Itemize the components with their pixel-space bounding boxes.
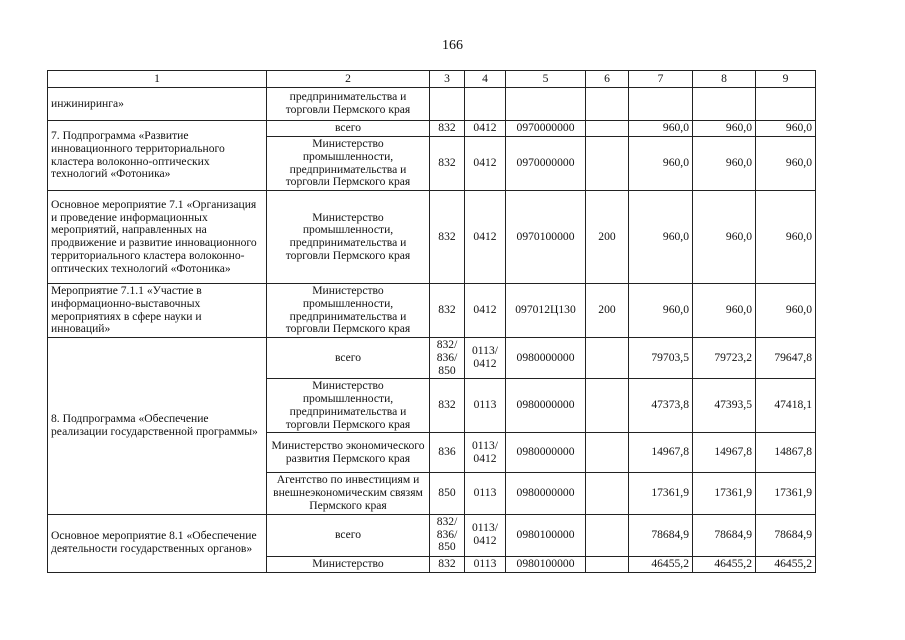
- amount-cell: 960,0: [693, 121, 756, 137]
- executor-cell: Министерство промышленности, предпринимательства и торговли Пермского края: [267, 137, 430, 191]
- grbs-code-cell: 832/ 836/ 850: [430, 338, 465, 379]
- amount-cell: 14867,8: [756, 433, 816, 473]
- header-cell: 1: [48, 71, 267, 88]
- program-name-cell: 7. Подпрограмма «Развитие инновационного территориального кластера волоконно-оптических технологий «Фотоника»: [48, 121, 267, 191]
- amount-cell: 960,0: [756, 191, 816, 284]
- amount-cell: 47373,8: [629, 379, 693, 433]
- table-row: [48, 338, 816, 379]
- table-row: [48, 284, 816, 338]
- header-cell: 3: [430, 71, 465, 88]
- expense-type-cell: 200: [586, 191, 629, 284]
- amount-cell: [629, 88, 693, 121]
- header-cell: 9: [756, 71, 816, 88]
- target-article-cell: 0980000000: [506, 379, 586, 433]
- budget-table: [47, 70, 816, 573]
- grbs-code-cell: 832/ 836/ 850: [430, 514, 465, 556]
- amount-cell: 960,0: [629, 284, 693, 338]
- program-name-cell: Основное мероприятие 8.1 «Обеспечение деятельности государственных органов»: [48, 514, 267, 572]
- target-article-cell: 0980000000: [506, 338, 586, 379]
- page-number: 166: [442, 38, 463, 53]
- executor-cell: Министерство промышленности, предпринимательства и торговли Пермского края: [267, 379, 430, 433]
- program-name-cell: инжиниринга»: [48, 88, 267, 121]
- amount-cell: 47393,5: [693, 379, 756, 433]
- amount-cell: 46455,2: [756, 556, 816, 572]
- amount-cell: 960,0: [693, 137, 756, 191]
- target-article-cell: 097012Ц130: [506, 284, 586, 338]
- section-code-cell: 0412: [465, 191, 506, 284]
- header-cell: 6: [586, 71, 629, 88]
- amount-cell: 79703,5: [629, 338, 693, 379]
- grbs-code-cell: 832: [430, 191, 465, 284]
- header-cell: 5: [506, 71, 586, 88]
- amount-cell: 47418,1: [756, 379, 816, 433]
- expense-type-cell: [586, 514, 629, 556]
- target-article-cell: 0970000000: [506, 121, 586, 137]
- amount-cell: 14967,8: [629, 433, 693, 473]
- header-cell: 7: [629, 71, 693, 88]
- grbs-code-cell: 832: [430, 556, 465, 572]
- grbs-code-cell: [430, 88, 465, 121]
- amount-cell: 960,0: [693, 284, 756, 338]
- section-code-cell: 0113/ 0412: [465, 514, 506, 556]
- executor-cell: всего: [267, 121, 430, 137]
- amount-cell: 78684,9: [693, 514, 756, 556]
- expense-type-cell: [586, 556, 629, 572]
- section-code-cell: 0412: [465, 284, 506, 338]
- expense-type-cell: [586, 379, 629, 433]
- grbs-code-cell: 832: [430, 121, 465, 137]
- section-code-cell: 0113/ 0412: [465, 433, 506, 473]
- expense-type-cell: [586, 433, 629, 473]
- amount-cell: 46455,2: [629, 556, 693, 572]
- section-code-cell: 0113: [465, 379, 506, 433]
- executor-cell: всего: [267, 514, 430, 556]
- expense-type-cell: [586, 473, 629, 514]
- expense-type-cell: [586, 137, 629, 191]
- grbs-code-cell: 832: [430, 137, 465, 191]
- program-name-cell: 8. Подпрограмма «Обеспечение реализации государственной программы»: [48, 338, 267, 515]
- expense-type-cell: [586, 338, 629, 379]
- amount-cell: 960,0: [756, 121, 816, 137]
- section-code-cell: 0113: [465, 473, 506, 514]
- amount-cell: 17361,9: [693, 473, 756, 514]
- expense-type-cell: 200: [586, 284, 629, 338]
- amount-cell: 79647,8: [756, 338, 816, 379]
- executor-cell: Министерство экономического развития Пермского края: [267, 433, 430, 473]
- target-article-cell: 0980000000: [506, 433, 586, 473]
- table-header-row: [48, 71, 816, 88]
- table-row: [48, 88, 816, 121]
- amount-cell: 17361,9: [629, 473, 693, 514]
- amount-cell: 78684,9: [756, 514, 816, 556]
- target-article-cell: 0970000000: [506, 137, 586, 191]
- amount-cell: 960,0: [756, 284, 816, 338]
- amount-cell: 79723,2: [693, 338, 756, 379]
- amount-cell: 78684,9: [629, 514, 693, 556]
- executor-cell: предпринимательства и торговли Пермского края: [267, 88, 430, 121]
- header-cell: 2: [267, 71, 430, 88]
- amount-cell: 960,0: [756, 137, 816, 191]
- header-cell: 4: [465, 71, 506, 88]
- target-article-cell: 0980000000: [506, 473, 586, 514]
- table-row: [48, 191, 816, 284]
- amount-cell: [693, 88, 756, 121]
- expense-type-cell: [586, 88, 629, 121]
- table-row: [48, 514, 816, 556]
- amount-cell: 17361,9: [756, 473, 816, 514]
- target-article-cell: 0980100000: [506, 556, 586, 572]
- grbs-code-cell: 850: [430, 473, 465, 514]
- amount-cell: 14967,8: [693, 433, 756, 473]
- executor-cell: Министерство: [267, 556, 430, 572]
- amount-cell: 46455,2: [693, 556, 756, 572]
- amount-cell: 960,0: [629, 137, 693, 191]
- amount-cell: 960,0: [629, 121, 693, 137]
- section-code-cell: [465, 88, 506, 121]
- section-code-cell: 0113: [465, 556, 506, 572]
- amount-cell: 960,0: [629, 191, 693, 284]
- grbs-code-cell: 832: [430, 284, 465, 338]
- program-name-cell: Основное мероприятие 7.1 «Организация и проведение информационных мероприятий, направленных на продвижение и развитие инновационного территориального кластера волоконно-оптических технологий «Фотоника»: [48, 191, 267, 284]
- executor-cell: всего: [267, 338, 430, 379]
- executor-cell: Агентство по инвестициям и внешнеэкономическим связям Пермского края: [267, 473, 430, 514]
- amount-cell: 960,0: [693, 191, 756, 284]
- section-code-cell: 0113/ 0412: [465, 338, 506, 379]
- amount-cell: [756, 88, 816, 121]
- table-row: [48, 121, 816, 137]
- grbs-code-cell: 836: [430, 433, 465, 473]
- section-code-cell: 0412: [465, 137, 506, 191]
- target-article-cell: 0980100000: [506, 514, 586, 556]
- expense-type-cell: [586, 121, 629, 137]
- header-cell: 8: [693, 71, 756, 88]
- executor-cell: Министерство промышленности, предпринимательства и торговли Пермского края: [267, 284, 430, 338]
- grbs-code-cell: 832: [430, 379, 465, 433]
- program-name-cell: Мероприятие 7.1.1 «Участие в информационно-выставочных мероприятиях в сфере науки и инноваций»: [48, 284, 267, 338]
- target-article-cell: [506, 88, 586, 121]
- section-code-cell: 0412: [465, 121, 506, 137]
- executor-cell: Министерство промышленности, предпринимательства и торговли Пермского края: [267, 191, 430, 284]
- target-article-cell: 0970100000: [506, 191, 586, 284]
